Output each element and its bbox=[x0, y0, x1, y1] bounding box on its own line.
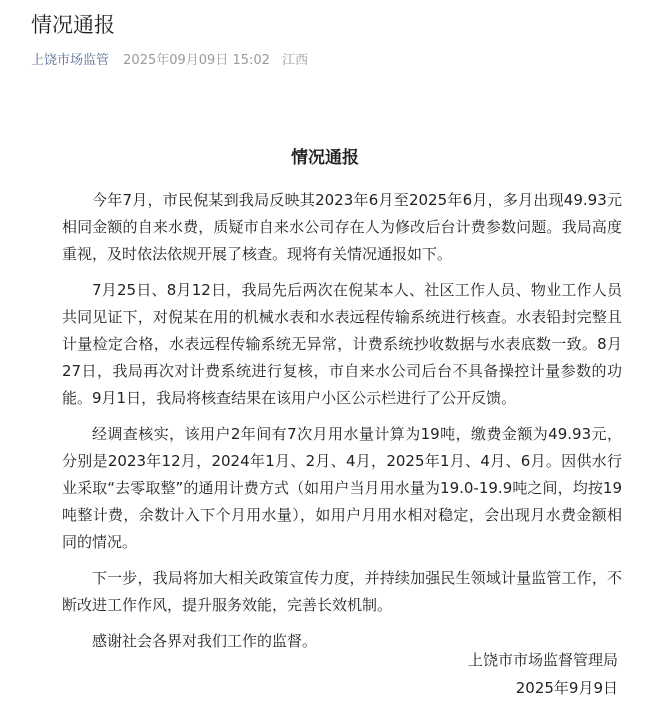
paragraph-4: 下一步，我局将加大相关政策宣传力度，并持续加强民生领域计量监管工作，不断改进工作作风，提升服务效能，完善长效机制。 bbox=[62, 569, 622, 614]
notice-heading: 情况通报 bbox=[291, 148, 359, 168]
paragraph-3: 经调查核实，该用户2年间有7次月用水量计算为19吨，缴费金额为49.93元，分别是2023年12月，2024年1月、2月、4月，2025年1月、4月、6月。因供水行业采取“去零取整”的通用计费方式（如用户当月用水量为19.0-19.9吨之间，均按19吨整计费，余数计入下个月用水量），如用户月用水相对稳定，会出现月水费金额相同的情况。 bbox=[62, 425, 622, 551]
paragraph-5: 感谢社会各界对我们工作的监督。 bbox=[92, 632, 318, 650]
page-title: 情况通报 bbox=[31, 13, 115, 37]
article-meta bbox=[31, 51, 316, 71]
paragraph-2: 7月25日、8月12日，我局先后两次在倪某本人、社区工作人员、物业工作人员共同见证下，对倪某在用的机械水表和水表远程传输系统进行核查。水表铅封完整且计量检定合格，水表远程传输系统无异常，计费系统抄收数据与水表底数一致。8月27日，我局再次对计费系统进行复核，市自来水公司后台不具备操控计量参数的功能。9月1日，我局将核查结果在该用户小区公示栏进行了公开反馈。 bbox=[62, 281, 622, 407]
signature-organization: 上饶市市场监督管理局 bbox=[467, 651, 618, 669]
article-body bbox=[62, 187, 622, 664]
signature-block bbox=[468, 646, 618, 702]
paragraph-1: 今年7月，市民倪某到我局反映其2023年6月至2025年6月，多月出现49.93元相同金额的自来水费，质疑市自来水公司存在人为修改后台计费参数问题。我局高度重视，及时依法依规开展了核查。现将有关情况通报如下。 bbox=[62, 191, 622, 263]
publish-time: 2025年09月09日 15:02 bbox=[123, 53, 270, 68]
signature-date: 2025年9月9日 bbox=[515, 679, 618, 697]
publish-region: 江西 bbox=[282, 53, 309, 68]
account-name-link[interactable]: 上饶市场监管 bbox=[31, 53, 110, 68]
